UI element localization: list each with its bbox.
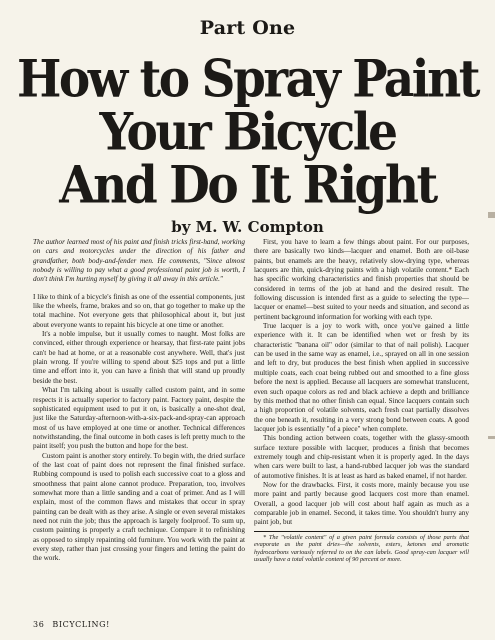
title-line-3: And Do It Right: [59, 155, 436, 216]
footnote: * The "volatile content" of a given paint formula consists of those parts that evaporate as the paint dries—the solvents, esters, ketones and aromatic hydrocarbons variously referred to on the can labels. Good spray-can lacquer will usually have a total volatile content of 90 percent or more.: [254, 533, 469, 564]
left-column: [33, 238, 245, 564]
body-paragraph: I like to think of a bicycle's finish as one of the essential components, just like the wheels, frame, brakes and so on, that go together to make up the total machine. Not everyone gets that philosophical about it, but just about everyone wants to repaint his bicycle at one time or another.: [33, 292, 245, 329]
page-edge-mark: [488, 436, 495, 439]
body-paragraph: This bonding action between coats, together with the glassy-smooth surface texture possible with lacquer, produces a finish that becomes extremely tough and chip-resistant when it is properly aged. In the days when cars were built to last, a hand-rubbed lacquer job was the standard of automotive finishes. It is at least as hard as baked enamel, if not harder.: [254, 434, 469, 480]
right-column: [254, 238, 469, 564]
page-number: 36: [33, 620, 45, 629]
page-edge-mark: [488, 212, 495, 218]
intro-paragraph: The author learned most of his paint and finish tricks first-hand, working on cars and motorcycles under the direction of his father and grandfather, both body-and-fender men. He comments, "Since almost nobody is willing to pay what a good professional paint job is worth, I don't think I'm hurting myself by giving it all away in this article.": [33, 238, 245, 284]
body-paragraph: True lacquer is a joy to work with, once you've gained a little experience with it. It can be identified when wet or fresh by its characteristic "banana oil" odor (similar to that of nail polish). Lacquer can be used in the same way as enamel, i.e., sprayed on all in one session and left to dry, but produces the best finish when applied in successive multiple coats, each coat being rubbed out and smoothed to a fine gloss before the next is applied. Because all lacquers are somewhat translucent, even such opaque colors as red and black achieve a depth and brilliance by this method that no other finish can equal. Since lacquers contain such a high proportion of volatile solvents, each fresh coat partially dissolves the one beneath it, resulting in a very strong bond between coats. A good lacquer job is essentially "of a piece" when complete.: [254, 322, 469, 433]
body-paragraph: First, you have to learn a few things about paint. For our purposes, there are basically two kinds—lacquer and enamel. Both are oil-base paints, but enamels are the heavy, relatively slow-drying type, whereas lacquers are thin, quick-drying paints with a high volatile content.* Each has specific working characteristics and finish properties that should be considered in terms of the job at hand and the desired result. The following discussion is intended first as a guide to selecting the type—lacquer or enamel—best suited to your needs and situation, and second as pertinent background information for working with each type.: [254, 238, 469, 321]
body-paragraph: What I'm talking about is usually called custom paint, and in some respects it is actually superior to factory paint. Factory paint, despite the sophisticated equipment used to put it on, is basically a one-shot deal, just like the Saturday-afternoon-with-a-six-pack-and-spray-can approach most of us have employed at one time or another. Technical differences notwithstanding, the final outcome in both cases is left pretty much to the paint itself; you push the button and hope for the best.: [33, 386, 245, 451]
section-label: Part One: [199, 17, 296, 39]
footnote-divider: [254, 531, 469, 532]
body-paragraph: Now for the drawbacks. First, it costs more, mainly because you use more paint and partly because good lacquers cost more than enamel. Overall, a good lacquer job will cost about half again as much as a comparable job in enamel. Second, it takes time. You shouldn't hurry any paint job, but: [254, 480, 469, 527]
magazine-name: BICYCLING!: [52, 620, 110, 629]
title-line-2: Your Bicycle: [99, 102, 396, 163]
body-paragraph: It's a noble impulse, but it usually comes to naught. Most folks are convinced, either through experience or hearsay, that first-rate paint jobs can't be had at home, or at a reasonable cost anywhere. Well, that's just plain wrong. If you're willing to spend about $25 tops and put a little time and effort into it, you can have a finish that will stand up proudly beside the best.: [33, 330, 245, 385]
page-folio: [33, 620, 118, 629]
title-line-1: How to Spray Paint: [17, 49, 478, 110]
byline: by M. W. Compton: [171, 218, 324, 236]
body-paragraph: Custom paint is another story entirely. To begin with, the dried surface of the last coat of paint does not represent the final finished surface. Rubbing compound is used to polish each successive coat to a gloss and smoothness that paint alone cannot produce. Preparation, too, involves somewhat more than a little sanding and a coat of primer. And as I will explain, most of the common flaws and mistakes that occur in spray painting can be dealt with as they arise. A single or even several mistakes need not ruin the job; thus the approach is largely foolproof. To sum up, custom painting is properly a craft technique. Compare it to refinishing as opposed to simply repainting old furniture. You work with the paint at every step, rather than just crossing your fingers and letting the paint do the work.: [33, 451, 245, 563]
